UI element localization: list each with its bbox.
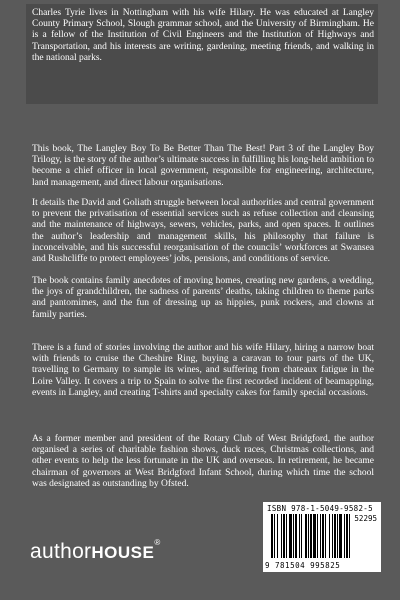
description-paragraph-2: It details the David and Goliath struggle between local authorities and central government to prevent the privatisation of essential services such as refuse collection and cleansing and the maintenance of highways, sewers, vehicles, parks, and open spaces. It outlines the author’s leadership and management skills, his philosophy that failure is inconceivable, and his successful reorganisation of the councils’ workforces at Swansea and Rushcliffe to protect employees’ jobs, pensions, and conditions of service. [32, 198, 374, 265]
logo-lower: author [30, 540, 92, 563]
barcode-bar [325, 514, 326, 558]
barcode-bar [301, 514, 302, 558]
barcode-bar [346, 514, 348, 558]
barcode-bar [281, 514, 282, 558]
registered-mark: ® [154, 538, 161, 547]
barcode-bar [349, 514, 350, 558]
barcode-bar [322, 514, 324, 558]
barcode-bar [286, 514, 287, 558]
barcode-bar [289, 514, 292, 558]
description-paragraph-4: There is a fund of stories involving the author and his wife Hilary, hiring a narrow boat with friends to cruise the Cheshire Ring, buying a caravan to tour parts of the UK, travelling to Germany to sample its wines, and suffering from chateaux fatigue in the Loire Valley. It covers a trip to Spain to solve the first recorded incident of beamapping, events in Langley, and creating T-shirts and specialty cakes for family special occasions. [32, 343, 374, 398]
barcode-bar [305, 514, 307, 558]
description-paragraph-5: As a former member and president of the Rotary Club of West Bridgford, the author organised a series of charitable fashion shows, duck races, Christmas collections, and other events to help the less fortunate in the UK and overseas. In retirement, he became chairman of governors at West Bridgford Infant School, during which time the school was designated as outstanding by Ofsted. [32, 434, 374, 489]
description-paragraph-3: The book contains family anecdotes of moving homes, creating new gardens, a wedding, the joys of grandchildren, the sadness of parents’ deaths, taking children to theme parks and pantomimes, and the fun of dressing up as hippies, punk rockers, and clowns at family parties. [32, 276, 374, 320]
barcode-bar [293, 514, 294, 558]
price-code: 52295 [354, 514, 377, 523]
barcode-bar [308, 514, 309, 558]
barcode-bar [339, 514, 342, 558]
barcode-bar [277, 514, 278, 558]
barcode-bar [313, 514, 316, 558]
author-bio: Charles Tyrie lives in Nottingham with his wife Hilary. He was educated at Langley County Primary School, Slough grammar school, and the University of Birmingham. He is a fellow of the Institution of Civil Engineers and the Institution of Highways and Transportation, and his interests are writing, gardening, meeting friends, and walking in the national parks. [32, 8, 374, 63]
barcode-bar [334, 514, 336, 558]
barcode-bar [310, 514, 312, 558]
publisher-logo [30, 540, 161, 564]
description-paragraph-1: This book, The Langley Boy To Be Better Than The Best! Part 3 of the Langley Boy Trilogy, is the story of the author’s ultimate success in fulfilling his long-held ambition to become a chief officer in local government, responsible for engineering, architecture, land management, and direct labour organisations. [32, 144, 374, 188]
barcode-bar [274, 514, 275, 558]
isbn-label: ISBN 978-1-5049-9582-5 [267, 504, 373, 513]
barcode-bar [332, 514, 333, 558]
barcode-bar [344, 514, 345, 558]
barcode-bar [295, 514, 297, 558]
barcode-bar [337, 514, 338, 558]
ean-digits: 9 781504 995825 [265, 561, 341, 570]
barcode-bar [271, 514, 273, 558]
barcode-bar [283, 514, 285, 558]
barcode-bar [329, 514, 330, 558]
barcode-bar [299, 514, 300, 558]
logo-upper: HOUSE [91, 543, 155, 562]
isbn-barcode [263, 502, 381, 572]
barcode-bar [317, 514, 318, 558]
barcode-bar [320, 514, 321, 558]
barcode-bars [271, 514, 375, 560]
